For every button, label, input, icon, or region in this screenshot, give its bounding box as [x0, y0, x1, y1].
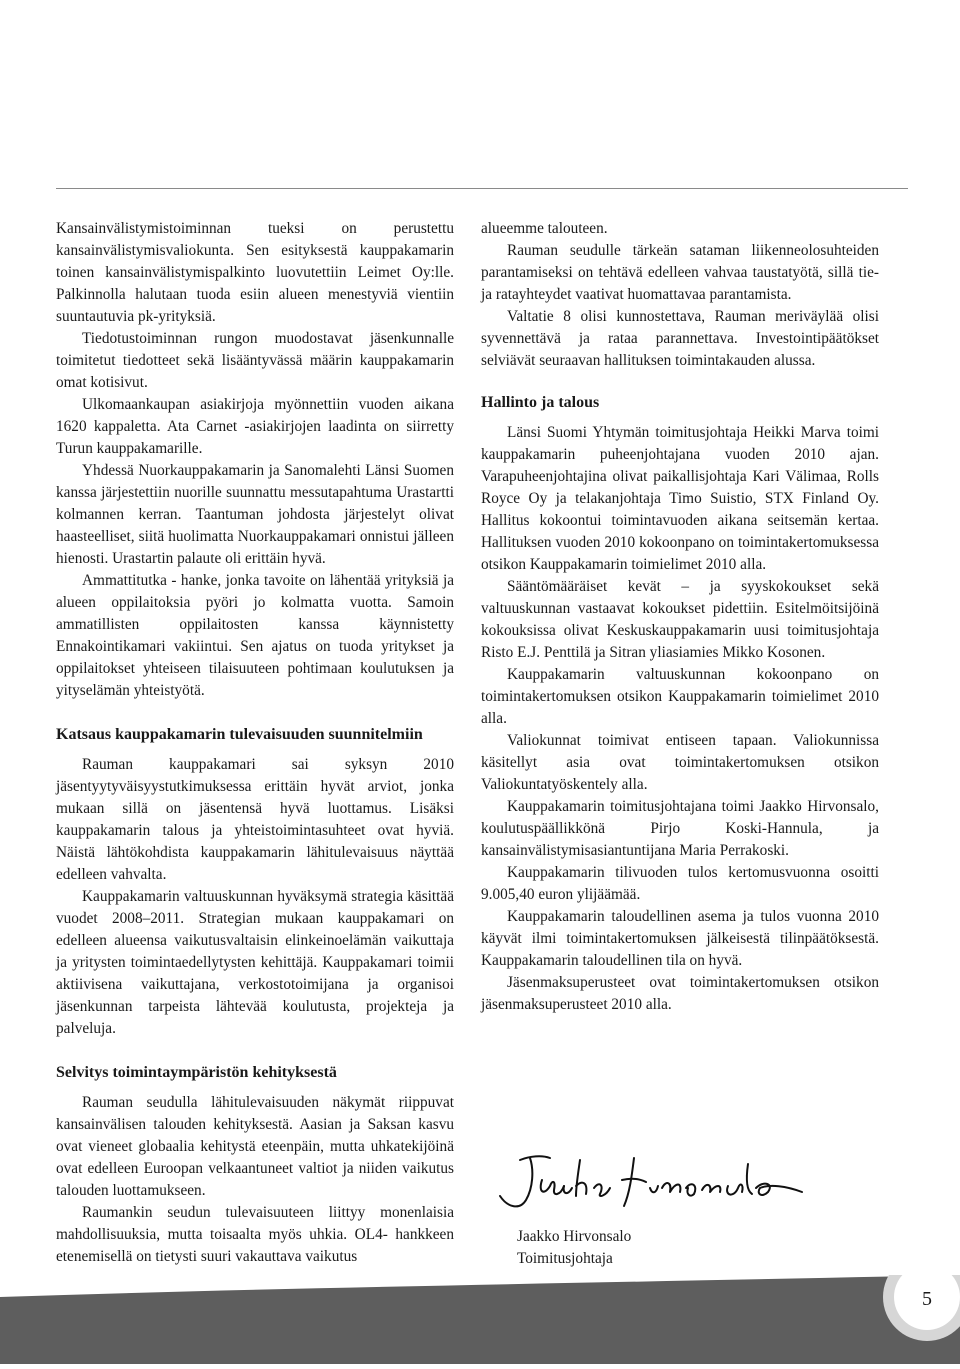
heading-environment: Selvitys toimintaympäristön kehityksestä	[56, 1064, 337, 1081]
right-paragraph-5: Sääntömääräiset kevät – ja syyskokoukset sekä valtuuskunnan vastaavat kokoukset pidettiin. Esitelmöitsijöinä kokouksissa olivat Keskuskauppakamarin uusi toimitusjohtaja Risto E.J. Penttilä ja Sitran yliasiamies Mikko Kosonen.	[481, 578, 879, 661]
right-paragraph-3: Valtatie 8 olisi kunnostettava, Rauman meriväylää olisi syvennettävä ja rataa parannettava. Investointipäätökset selviävät seuraavan hallituksen toimintakauden alussa.	[481, 308, 879, 369]
left-paragraph-8: Rauman seudulla lähitulevaisuuden näkymät riippuvat kansainvälisen talouden kehityksestä. Aasian ja Saksan kasvu ovat vieneet globaalia kehitystä eteenpäin, mutta uhkatekijöinä ovat edelleen Euroopan velkaantuneet valtiot ja niiden vaikutus talouden luottamukseen.	[56, 1094, 454, 1199]
right-paragraph-11: Jäsenmaksuperusteet ovat toimintakertomuksen otsikon jäsenmaksuperusteet 2010 alla.	[481, 974, 879, 1013]
right-paragraph-2: Rauman seudulle tärkeän sataman liikenneolosuhteiden parantamiseksi on tehtävä edelleen vahvaa taustatyötä, sillä tie- ja ratayhteydet vaativat huomattavaa parantamista.	[481, 242, 879, 303]
right-paragraph-1: alueemme talouteen.	[481, 220, 608, 237]
handwritten-signature	[490, 1150, 820, 1220]
heading-future-plans: Katsaus kauppakamarin tulevaisuuden suunnitelmiin	[56, 726, 423, 743]
footer-graphic	[0, 1275, 960, 1364]
left-paragraph-9: Raumankin seudun tulevaisuuteen liittyy monenlaisia mahdollisuuksia, mutta toisaalta myös uhkia. OL4- hankkeen etenemisellä on tietysti suuri vakauttava vaikutus	[56, 1204, 454, 1265]
signatory-name: Jaakko Hirvonsalo	[517, 1228, 632, 1245]
right-paragraph-4: Länsi Suomi Yhtymän toimitusjohtaja Heikki Marva toimi kauppakamarin puheenjohtajana vuoden 2010 ajan. Varapuheenjohtajina olivat paikallisjohtaja Kari Välimaa, Rolls Royce Oy ja telakanjohtaja Timo Suistio, STX Finland Oy. Hallitus kokoontui toimintavuoden aikana seitsemän kertaa. Hallituksen vuoden 2010 kokoonpano on toimintakertomuksessa otsikon Kauppakamarin toimielimet 2010 alla.	[481, 424, 879, 573]
header-rule	[56, 188, 908, 189]
left-paragraph-1: Kansainvälistymistoiminnan tueksi on perustettu kansainvälistymisvaliokunta. Sen esityksestä kauppakamarin toinen kansainvälistymispalkinto luovutettiin Leimet Oy:lle. Palkinnolla halutaan tuoda esiin alueen menestyviä vientiin suuntautuvia pk-yrityksiä.	[56, 220, 454, 325]
left-paragraph-7: Kauppakamarin valtuuskunnan hyväksymä strategia käsittää vuodet 2008–2011. Strategian mukaan kauppakamari on edelleen alueensa vaikutusvaltaisin elinkeinoelämän vaikuttaja ja yritysten toimintaedellytysten kehittäjä. Kauppakamari toimii aktiivisena vaikuttajana, verkostotoimijana ja organisoi jäsenkunnan tarpeista lähtevää koulutusta, projekteja ja palveluja.	[56, 888, 454, 1037]
left-paragraph-5: Ammattitutka - hanke, jonka tavoite on lähentää yrityksiä ja alueen oppilaitoksia pyöri jo kolmatta vuotta. Samoin ammatillisten oppilaitosten kanssa käynnistetty Ennakointikamari vakiintui. Sen ajatus on tuoda yritykset ja oppilaitokset yhteiseen tilaisuuteen pohtimaan koulutuksen ja yityselämän yhteistyötä.	[56, 572, 454, 699]
right-paragraph-10: Kauppakamarin taloudellinen asema ja tulos vuonna 2010 käyvät ilmi toimintakertomuksen jälkeisestä tilinpäätöksestä. Kauppakamarin taloudellinen tila on hyvä.	[481, 908, 879, 969]
right-paragraph-9: Kauppakamarin tilivuoden tulos kertomusvuonna osoitti 9.005,40 euron ylijäämää.	[481, 864, 879, 903]
signature-image	[490, 1150, 820, 1220]
page-number: 5	[922, 1288, 932, 1310]
right-paragraph-7: Valiokunnat toimivat entiseen tapaan. Valiokunnissa käsitellyt asia ovat toimintakertomuksen otsikon Valiokuntatyöskentely alla.	[481, 732, 879, 793]
signatory-title: Toimitusjohtaja	[517, 1250, 613, 1267]
left-column	[56, 218, 454, 1268]
left-paragraph-2: Tiedotustoiminnan rungon muodostavat jäsenkunnalle toimitetut tiedotteet sekä lisääntyvässä määrin kauppakamarin omat kotisivut.	[56, 330, 454, 391]
right-column	[481, 218, 879, 1016]
right-paragraph-8: Kauppakamarin toimitusjohtajana toimi Jaakko Hirvonsalo, koulutuspäällikkönä Pirjo Koski-Hannula, ja kansainvälistymisasiantuntijana Maria Perrakoski.	[481, 798, 879, 859]
right-paragraph-6: Kauppakamarin valtuuskunnan kokoonpano on toimintakertomuksen otsikon Kauppakamarin toimielimet 2010 alla.	[481, 666, 879, 727]
heading-administration: Hallinto ja talous	[481, 394, 600, 411]
footer-band	[0, 1275, 960, 1369]
left-paragraph-4: Yhdessä Nuorkauppakamarin ja Sanomalehti Länsi Suomen kanssa järjestettiin nuorille suunnattu messutapahtuma Urastartti kolmannen kerran. Taantuman johdosta järjestelyt olivat haasteelliset, siitä huolimatta Nuorkauppakamari onnistui jälleen hienosti. Urastartin palaute oli erittäin hyvä.	[56, 462, 454, 567]
left-paragraph-3: Ulkomaankaupan asiakirjoja myönnettiin vuoden aikana 1620 kappaletta. Ata Carnet -asiakirjojen laadinta on siirretty Turun kauppakamarille.	[56, 396, 454, 457]
left-paragraph-6: Rauman kauppakamari sai syksyn 2010 jäsentyytyväisyystutkimuksessa erittäin hyvät arviot, jonka mukaan sillä on jäsentensä hyvä luottamus. Lisäksi kauppakamarin talous ja yhteistoimintasuhteet ovat hyviä. Näistä lähtökohdista kauppakamarin lähitulevaisuus näyttää edelleen vahvalta.	[56, 756, 454, 883]
